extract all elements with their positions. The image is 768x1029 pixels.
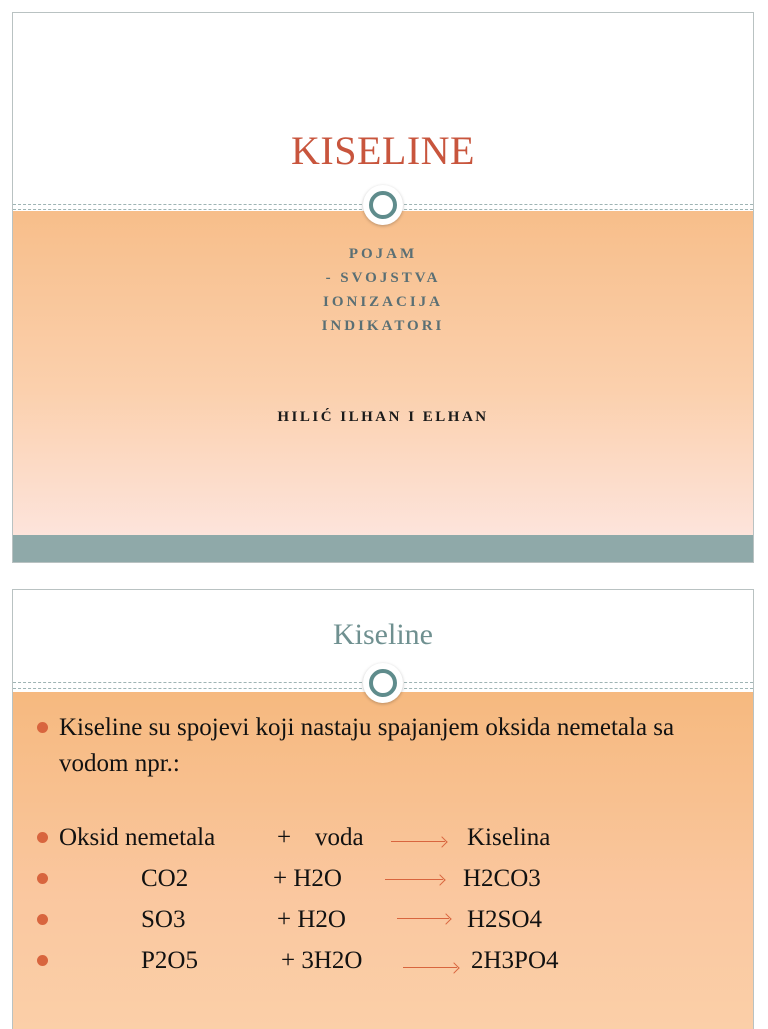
equation-row: CO2 + H2O H2CO3 <box>35 861 743 902</box>
arrow-icon <box>397 918 449 919</box>
equation-row: P2O5 + 3H2O 2H3PO4 <box>35 943 743 984</box>
bullet-dot-icon <box>37 722 48 733</box>
slide-title: KISELINE <box>291 128 475 173</box>
outline-item: POJAM <box>348 246 418 262</box>
footer-bar <box>13 535 753 562</box>
content-slide <box>12 589 754 1029</box>
bullet-list <box>35 710 743 984</box>
arrow-icon <box>385 879 443 880</box>
ring-ornament-icon <box>363 663 403 703</box>
outline-item: INDIKATORI <box>321 318 445 334</box>
author-line: HILIĆ ILHAN I ELHAN <box>277 409 489 425</box>
arrow-icon <box>391 841 445 842</box>
outline-item: - SVOJSTVA <box>325 270 441 286</box>
bullet-dot-icon <box>37 832 48 843</box>
bullet-dot-icon <box>37 955 48 966</box>
definition-bullet: Kiseline su spojevi koji nastaju spajanjem oksida nemetala sa vodom npr.: <box>35 710 743 782</box>
spacer <box>35 782 743 820</box>
title-slide <box>12 12 754 563</box>
equation-header-row: Oksid nemetala + voda Kiselina <box>35 820 743 861</box>
equation-row: SO3 + H2O H2SO4 <box>35 902 743 943</box>
bullet-dot-icon <box>37 914 48 925</box>
outline-list <box>13 242 753 338</box>
title-area <box>13 13 753 205</box>
slide-title: Kiseline <box>333 618 433 651</box>
outline-item: IONIZACIJA <box>322 294 443 310</box>
ring-ornament-icon <box>363 185 403 225</box>
bullet-dot-icon <box>37 873 48 884</box>
arrow-icon <box>403 967 457 968</box>
